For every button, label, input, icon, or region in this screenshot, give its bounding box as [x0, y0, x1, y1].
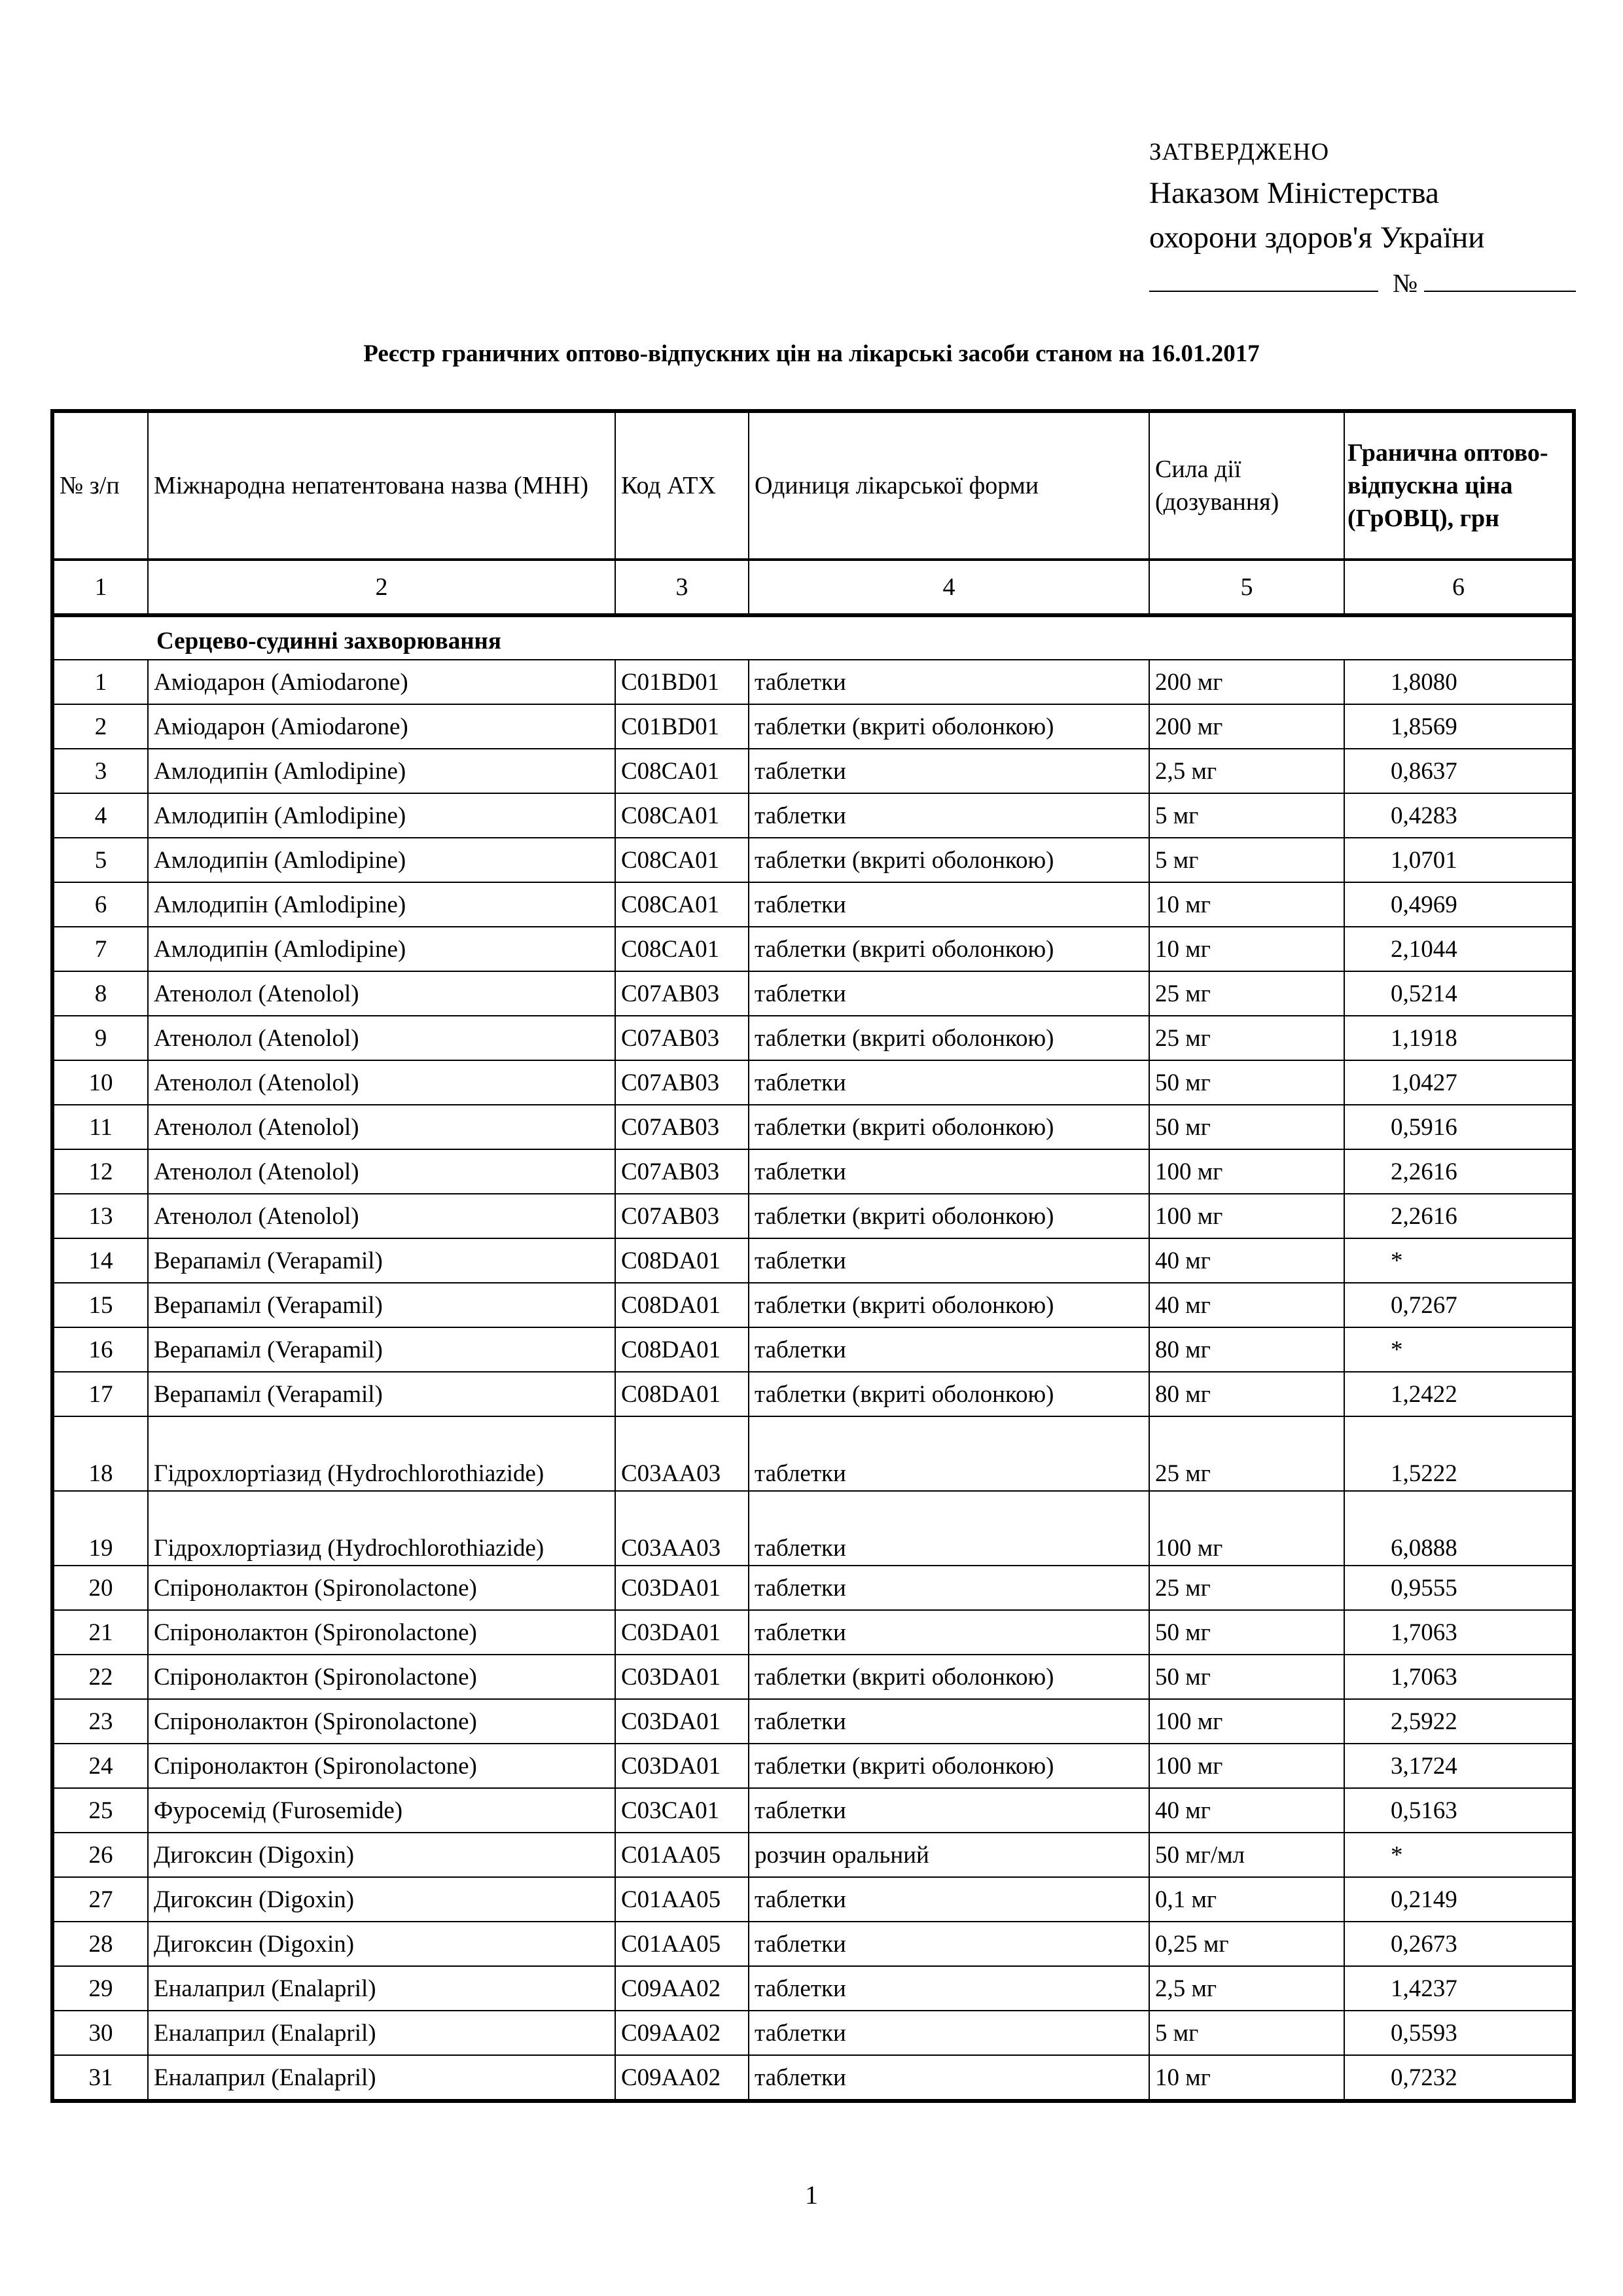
drug-inn: Атенолол (Atenolol) [148, 1105, 615, 1149]
strength: 10 мг [1149, 2055, 1344, 2101]
atc-code: C03DA01 [615, 1610, 749, 1655]
max-price: 0,2673 [1344, 1922, 1574, 1966]
drug-inn: Дигоксин (Digoxin) [148, 1922, 615, 1966]
strength: 50 мг [1149, 1105, 1344, 1149]
strength: 80 мг [1149, 1327, 1344, 1372]
strength: 50 мг/мл [1149, 1833, 1344, 1877]
row-number: 30 [52, 2011, 148, 2055]
table-row [52, 1744, 1574, 1788]
max-price: 1,8569 [1344, 704, 1574, 749]
row-number: 2 [52, 704, 148, 749]
max-price: 0,5214 [1344, 971, 1574, 1016]
approval-signature-row [1149, 264, 1581, 303]
column-number: 5 [1149, 560, 1344, 615]
dosage-form: таблетки [749, 1327, 1149, 1372]
strength: 40 мг [1149, 1788, 1344, 1833]
drug-inn: Гідрохлортіазид (Hydrochlorothiazide) [148, 1491, 615, 1566]
atc-code: C07AB03 [615, 1016, 749, 1060]
row-number: 11 [52, 1105, 148, 1149]
dosage-form: таблетки (вкриті оболонкою) [749, 704, 1149, 749]
table-row [52, 1699, 1574, 1744]
dosage-form: таблетки (вкриті оболонкою) [749, 1283, 1149, 1327]
atc-code: C09AA02 [615, 1966, 749, 2011]
table-row [52, 1610, 1574, 1655]
drug-inn: Амлодипін (Amlodipine) [148, 793, 615, 838]
strength: 40 мг [1149, 1283, 1344, 1327]
atc-code: C03DA01 [615, 1566, 749, 1610]
atc-code: C08DA01 [615, 1372, 749, 1416]
max-price: 6,0888 [1344, 1491, 1574, 1566]
section-title: Серцево-судинні захворювання [156, 627, 501, 655]
strength: 200 мг [1149, 704, 1344, 749]
max-price: 0,4969 [1344, 882, 1574, 927]
row-number: 26 [52, 1833, 148, 1877]
table-row [52, 1327, 1574, 1372]
table-row [52, 1833, 1574, 1877]
drug-inn: Атенолол (Atenolol) [148, 971, 615, 1016]
row-number: 1 [52, 660, 148, 704]
row-number: 21 [52, 1610, 148, 1655]
atc-code: C03DA01 [615, 1655, 749, 1699]
atc-code: C08DA01 [615, 1327, 749, 1372]
strength: 100 мг [1149, 1744, 1344, 1788]
strength: 2,5 мг [1149, 1966, 1344, 2011]
table-row [52, 749, 1574, 793]
page-number: 1 [805, 2180, 818, 2210]
table-row [52, 1283, 1574, 1327]
strength: 50 мг [1149, 1610, 1344, 1655]
max-price: 2,2616 [1344, 1194, 1574, 1238]
atc-code: C01AA05 [615, 1833, 749, 1877]
atc-code: C03AA03 [615, 1416, 749, 1491]
row-number: 20 [52, 1566, 148, 1610]
table-row [52, 2011, 1574, 2055]
max-price: 0,4283 [1344, 793, 1574, 838]
table-row [52, 1149, 1574, 1194]
row-number: 15 [52, 1283, 148, 1327]
dosage-form: таблетки [749, 1877, 1149, 1922]
drug-inn: Атенолол (Atenolol) [148, 1016, 615, 1060]
strength: 100 мг [1149, 1149, 1344, 1194]
max-price: 2,1044 [1344, 927, 1574, 971]
dosage-form: таблетки [749, 1149, 1149, 1194]
table-row [52, 704, 1574, 749]
max-price: 2,5922 [1344, 1699, 1574, 1744]
drug-inn: Верапаміл (Verapamil) [148, 1327, 615, 1372]
table-row [52, 1655, 1574, 1699]
dosage-form: таблетки [749, 1060, 1149, 1105]
table-row [52, 1566, 1574, 1610]
max-price: * [1344, 1833, 1574, 1877]
row-number: 28 [52, 1922, 148, 1966]
strength: 25 мг [1149, 1016, 1344, 1060]
atc-code: C03DA01 [615, 1744, 749, 1788]
table-row [52, 793, 1574, 838]
approval-order-line: Наказом Міністерства [1149, 176, 1439, 210]
strength: 80 мг [1149, 1372, 1344, 1416]
row-number: 5 [52, 838, 148, 882]
max-price: 0,2149 [1344, 1877, 1574, 1922]
atc-code: C07AB03 [615, 971, 749, 1016]
max-price: 0,9555 [1344, 1566, 1574, 1610]
row-number: 31 [52, 2055, 148, 2101]
column-number: 1 [52, 560, 148, 615]
column-number: 3 [615, 560, 749, 615]
atc-code: C01BD01 [615, 660, 749, 704]
dosage-form: таблетки [749, 882, 1149, 927]
dosage-form: таблетки [749, 1238, 1149, 1283]
table-row [52, 1060, 1574, 1105]
max-price: 0,8637 [1344, 749, 1574, 793]
strength: 25 мг [1149, 1566, 1344, 1610]
drug-inn: Спіронолактон (Spironolactone) [148, 1744, 615, 1788]
table-row [52, 882, 1574, 927]
drug-inn: Верапаміл (Verapamil) [148, 1372, 615, 1416]
drug-inn: Атенолол (Atenolol) [148, 1194, 615, 1238]
dosage-form: таблетки [749, 660, 1149, 704]
drug-inn: Спіронолактон (Spironolactone) [148, 1566, 615, 1610]
dosage-form: таблетки [749, 1610, 1149, 1655]
strength: 40 мг [1149, 1238, 1344, 1283]
drug-inn: Спіронолактон (Spironolactone) [148, 1699, 615, 1744]
dosage-form: таблетки (вкриті оболонкою) [749, 1655, 1149, 1699]
max-price: 3,1724 [1344, 1744, 1574, 1788]
strength: 25 мг [1149, 1416, 1344, 1491]
header-inn: Міжнародна непатентована назва (МНН) [148, 411, 615, 560]
strength: 100 мг [1149, 1699, 1344, 1744]
row-number: 22 [52, 1655, 148, 1699]
atc-code: C07AB03 [615, 1194, 749, 1238]
dosage-form: таблетки (вкриті оболонкою) [749, 1194, 1149, 1238]
row-number: 7 [52, 927, 148, 971]
drug-inn: Амлодипін (Amlodipine) [148, 882, 615, 927]
max-price: 1,2422 [1344, 1372, 1574, 1416]
max-price: 1,7063 [1344, 1610, 1574, 1655]
max-price: 0,5916 [1344, 1105, 1574, 1149]
atc-code: C08CA01 [615, 749, 749, 793]
atc-code: C08CA01 [615, 882, 749, 927]
table-row [52, 1922, 1574, 1966]
date-blank-line [1149, 268, 1378, 292]
max-price: 0,7232 [1344, 2055, 1574, 2101]
row-number: 9 [52, 1016, 148, 1060]
column-number: 4 [749, 560, 1149, 615]
table-row [52, 1238, 1574, 1283]
row-number: 10 [52, 1060, 148, 1105]
max-price: * [1344, 1327, 1574, 1372]
strength: 10 мг [1149, 882, 1344, 927]
atc-code: C09AA02 [615, 2055, 749, 2101]
column-number: 2 [148, 560, 615, 615]
dosage-form: таблетки [749, 1416, 1149, 1491]
table-row [52, 2055, 1574, 2101]
dosage-form: таблетки [749, 1966, 1149, 2011]
table-row [52, 971, 1574, 1016]
strength: 50 мг [1149, 1060, 1344, 1105]
row-number: 8 [52, 971, 148, 1016]
row-number: 25 [52, 1788, 148, 1833]
atc-code: C03AA03 [615, 1491, 749, 1566]
drug-inn: Атенолол (Atenolol) [148, 1060, 615, 1105]
dosage-form: таблетки [749, 1788, 1149, 1833]
atc-code: C03DA01 [615, 1699, 749, 1744]
table-row [52, 1105, 1574, 1149]
strength: 200 мг [1149, 660, 1344, 704]
row-number: 14 [52, 1238, 148, 1283]
drug-inn: Еналаприл (Enalapril) [148, 2055, 615, 2101]
dosage-form: таблетки (вкриті оболонкою) [749, 1105, 1149, 1149]
approval-block [1149, 134, 1581, 303]
drug-inn: Амлодипін (Amlodipine) [148, 927, 615, 971]
drug-inn: Атенолол (Atenolol) [148, 1149, 615, 1194]
strength: 5 мг [1149, 793, 1344, 838]
row-number: 17 [52, 1372, 148, 1416]
dosage-form: таблетки [749, 2011, 1149, 2055]
approval-ministry-line: охорони здоров'я України [1149, 221, 1485, 255]
dosage-form: таблетки (вкриті оболонкою) [749, 838, 1149, 882]
row-number: 16 [52, 1327, 148, 1372]
header-atc-code: Код АТХ [615, 411, 749, 560]
table-row [52, 660, 1574, 704]
drug-inn: Еналаприл (Enalapril) [148, 1966, 615, 2011]
drug-inn: Фуросемід (Furosemide) [148, 1788, 615, 1833]
strength: 25 мг [1149, 971, 1344, 1016]
dosage-form: таблетки [749, 1491, 1149, 1566]
table-row [52, 1194, 1574, 1238]
table-header-row [52, 411, 1574, 560]
row-number: 6 [52, 882, 148, 927]
atc-code: C01AA05 [615, 1877, 749, 1922]
drug-inn: Еналаприл (Enalapril) [148, 2011, 615, 2055]
dosage-form: розчин оральний [749, 1833, 1149, 1877]
strength: 5 мг [1149, 2011, 1344, 2055]
dosage-form: таблетки [749, 749, 1149, 793]
dosage-form: таблетки [749, 1922, 1149, 1966]
document-title: Реєстр граничних оптово-відпускних цін на лікарські засоби станом на 16.01.2017 [363, 340, 1260, 367]
drug-inn: Дигоксин (Digoxin) [148, 1877, 615, 1922]
max-price: 0,5593 [1344, 2011, 1574, 2055]
number-sign: № [1393, 268, 1418, 298]
row-number: 18 [52, 1416, 148, 1491]
atc-code: C03CA01 [615, 1788, 749, 1833]
dosage-form: таблетки (вкриті оболонкою) [749, 927, 1149, 971]
table-row [52, 1788, 1574, 1833]
atc-code: C08CA01 [615, 927, 749, 971]
approval-heading: ЗАТВЕРДЖЕНО [1149, 139, 1330, 166]
max-price: 1,5222 [1344, 1416, 1574, 1491]
atc-code: C08DA01 [615, 1283, 749, 1327]
atc-code: C08CA01 [615, 838, 749, 882]
max-price: 1,0701 [1344, 838, 1574, 882]
row-number: 27 [52, 1877, 148, 1922]
dosage-form: таблетки [749, 793, 1149, 838]
strength: 2,5 мг [1149, 749, 1344, 793]
dosage-form: таблетки [749, 1566, 1149, 1610]
price-registry-table [50, 409, 1576, 2103]
dosage-form: таблетки (вкриті оболонкою) [749, 1016, 1149, 1060]
header-dosage-form: Одиниця лікарської форми [749, 411, 1149, 560]
row-number: 13 [52, 1194, 148, 1238]
max-price: 1,7063 [1344, 1655, 1574, 1699]
max-price: 2,2616 [1344, 1149, 1574, 1194]
strength: 5 мг [1149, 838, 1344, 882]
drug-inn: Аміодарон (Amiodarone) [148, 704, 615, 749]
drug-inn: Спіронолактон (Spironolactone) [148, 1610, 615, 1655]
atc-code: C07AB03 [615, 1060, 749, 1105]
column-number: 6 [1344, 560, 1574, 615]
table-row [52, 1016, 1574, 1060]
strength: 100 мг [1149, 1194, 1344, 1238]
header-max-price: Гранична оптово-відпускна ціна (ГрОВЦ), грн [1344, 411, 1574, 560]
strength: 10 мг [1149, 927, 1344, 971]
drug-inn: Верапаміл (Verapamil) [148, 1238, 615, 1283]
drug-inn: Амлодипін (Amlodipine) [148, 749, 615, 793]
max-price: 1,1918 [1344, 1016, 1574, 1060]
dosage-form: таблетки [749, 971, 1149, 1016]
atc-code: C07AB03 [615, 1149, 749, 1194]
strength: 0,1 мг [1149, 1877, 1344, 1922]
atc-code: C08CA01 [615, 793, 749, 838]
header-number: № з/п [52, 411, 148, 560]
atc-code: C01AA05 [615, 1922, 749, 1966]
atc-code: C09AA02 [615, 2011, 749, 2055]
drug-inn: Амлодипін (Amlodipine) [148, 838, 615, 882]
table-row [52, 1372, 1574, 1416]
drug-inn: Верапаміл (Verapamil) [148, 1283, 615, 1327]
section-cell [52, 615, 1574, 660]
drug-inn: Спіронолактон (Spironolactone) [148, 1655, 615, 1699]
table-row [52, 1491, 1574, 1566]
drug-inn: Гідрохлортіазид (Hydrochlorothiazide) [148, 1416, 615, 1491]
row-number: 24 [52, 1744, 148, 1788]
row-number: 12 [52, 1149, 148, 1194]
row-number: 29 [52, 1966, 148, 2011]
table-row [52, 1877, 1574, 1922]
max-price: * [1344, 1238, 1574, 1283]
table-row [52, 1416, 1574, 1491]
dosage-form: таблетки [749, 1699, 1149, 1744]
row-number: 23 [52, 1699, 148, 1744]
section-row [52, 615, 1574, 660]
drug-inn: Аміодарон (Amiodarone) [148, 660, 615, 704]
strength: 50 мг [1149, 1655, 1344, 1699]
row-number: 3 [52, 749, 148, 793]
max-price: 1,4237 [1344, 1966, 1574, 2011]
header-strength: Сила дії (дозування) [1149, 411, 1344, 560]
drug-inn: Дигоксин (Digoxin) [148, 1833, 615, 1877]
column-number-row [52, 560, 1574, 615]
strength: 100 мг [1149, 1491, 1344, 1566]
max-price: 0,5163 [1344, 1788, 1574, 1833]
number-blank-line [1424, 268, 1576, 292]
row-number: 4 [52, 793, 148, 838]
table-row [52, 1966, 1574, 2011]
row-number: 19 [52, 1491, 148, 1566]
atc-code: C07AB03 [615, 1105, 749, 1149]
dosage-form: таблетки (вкриті оболонкою) [749, 1744, 1149, 1788]
max-price: 0,7267 [1344, 1283, 1574, 1327]
table-row [52, 838, 1574, 882]
atc-code: C08DA01 [615, 1238, 749, 1283]
max-price: 1,8080 [1344, 660, 1574, 704]
atc-code: C01BD01 [615, 704, 749, 749]
strength: 0,25 мг [1149, 1922, 1344, 1966]
dosage-form: таблетки (вкриті оболонкою) [749, 1372, 1149, 1416]
dosage-form: таблетки [749, 2055, 1149, 2101]
table-row [52, 927, 1574, 971]
max-price: 1,0427 [1344, 1060, 1574, 1105]
